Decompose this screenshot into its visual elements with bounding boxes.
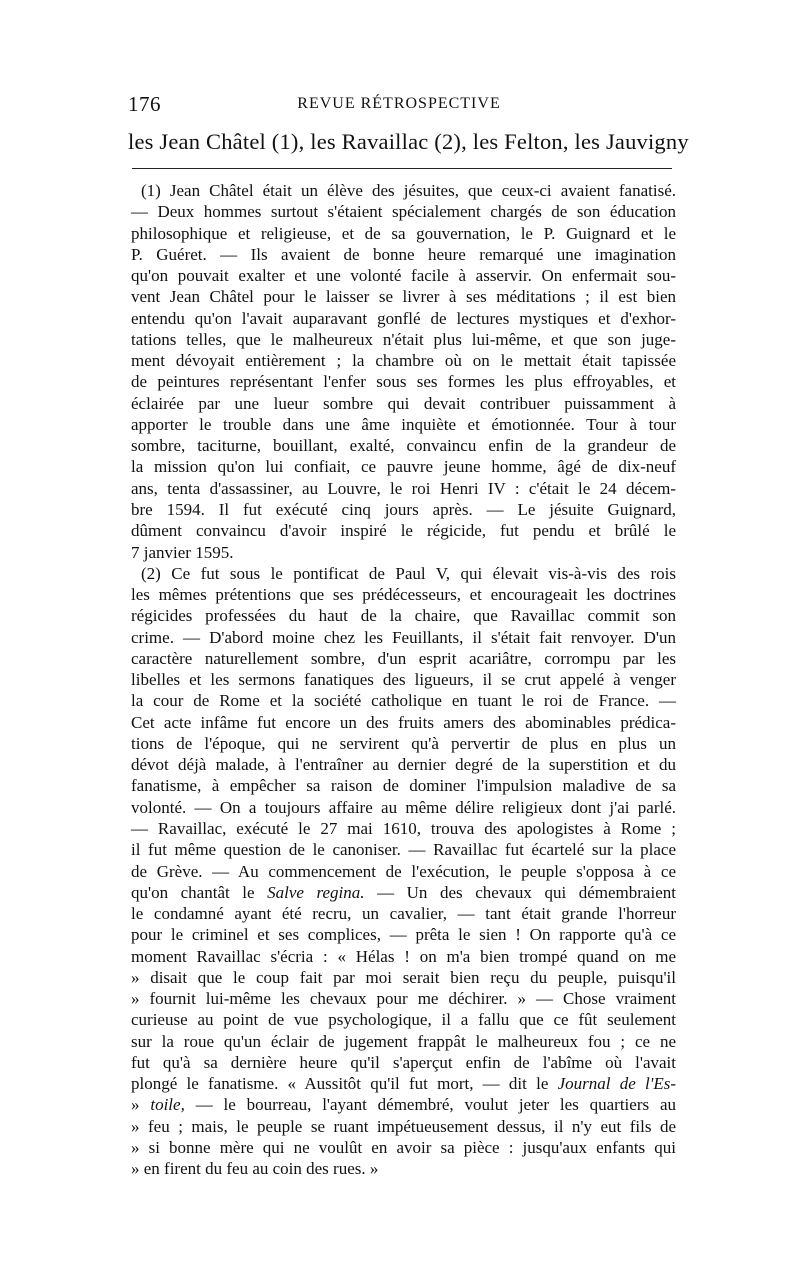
footnote-1-line: ment dévoyait entièrement ; la chambre où on le mettait était tapissée	[131, 351, 676, 371]
footnote-1-line: philosophique et religieuse, et de sa gouvernation, le P. Guignard et le	[131, 223, 676, 243]
body-text-line: les Jean Châtel (1), les Ravaillac (2), les Felton, les Jauvigny	[128, 129, 689, 154]
footnote-2-line: caractère naturellement sombre, d'un esprit acariâtre, corrompu par les	[131, 648, 676, 668]
footnote-2-line: de Grève. — Au commencement de l'exécution, le peuple s'opposa à ce	[131, 861, 676, 881]
footnote-2-line: il fut même question de le canoniser. — Ravaillac fut écartelé sur la place	[131, 840, 676, 860]
footnote-2-line: » en firent du feu au coin des rues. »	[131, 1159, 379, 1179]
italic-title: Journal de l'Es-	[557, 1074, 677, 1094]
footnote-1-line: (1) Jean Châtel était un élève des jésuites, que ceux-ci avaient fanatisé.	[141, 181, 676, 200]
footnote-2-line: le condamné ayant été recru, un cavalier, — tant était grande l'horreur	[131, 904, 676, 924]
running-head: REVUE RÉTROSPECTIVE	[297, 95, 501, 112]
footnote-2-line: la cour de Rome et la société catholique en tuant le roi de France. —	[131, 691, 676, 711]
footnote-1-line: bre 1594. Il fut exécuté cinq jours après. — Le jésuite Guignard,	[131, 499, 676, 519]
footnote-2-line: tions de l'époque, qui ne servirent qu'à pervertir de plus en plus un	[131, 733, 676, 753]
footnote-1-line: sombre, taciturne, bouillant, exalté, convaincu enfin de la grandeur de	[131, 436, 676, 456]
italic-title: Salve regina.	[267, 882, 365, 902]
italic-title: toile,	[150, 1095, 185, 1115]
footnote-1-line: P. Guéret. — Ils avaient de bonne heure remarqué une imagination	[131, 244, 676, 264]
footnote-2-line	[131, 1073, 676, 1094]
footnote-text: — Un des chevaux qui démembraient	[364, 882, 676, 902]
page-header	[128, 92, 670, 118]
footnote-2-line: — Ravaillac, exécuté le 27 mai 1610, trouva des apologistes à Rome ;	[131, 818, 676, 838]
footnote-2-line: fanatisme, à empêcher sa raison de dominer l'impulsion maladive de sa	[131, 776, 676, 796]
footnote-1-line: — Deux hommes surtout s'étaient spécialement chargés de son éducation	[131, 202, 676, 222]
footnote-2-line: moment Ravaillac s'écria : « Hélas ! on m'a bien trompé quand on me	[131, 946, 676, 966]
footnote-1-line: dûment convaincu d'avoir inspiré le régicide, fut pendu et brûlé le	[131, 521, 676, 541]
footnote-1-line: apporter le trouble dans une âme inquiète et émotionnée. Tour à tour	[131, 414, 676, 434]
footnote-2-line	[131, 1094, 676, 1115]
page-number: 176	[128, 92, 161, 116]
footnote-text: plongé le fanatisme. « Aussitôt qu'il fut mort, — dit le	[131, 1074, 558, 1094]
footnote-1-line: vent Jean Châtel pour le laisser se livrer à ses méditations ; il est bien	[131, 287, 676, 307]
footnote-1-line: éclairée par une lueur sombre qui devait contribuer puissamment à	[131, 393, 676, 413]
footnote-2-line: régicides professées du haut de la chaire, que Ravaillac commit son	[131, 606, 676, 626]
footnote-1-line: la mission qu'on lui confiait, ce pauvre jeune homme, âgé de dix-neuf	[131, 457, 676, 477]
footnote-2-line: » fournit lui-même les chevaux pour me déchirer. » — Chose vraiment	[131, 989, 676, 1009]
footnote-2-line	[131, 882, 676, 903]
footnote-2-line: sur la roue qu'un éclair de jugement frappât le malheureux fou ; ce ne	[131, 1031, 676, 1051]
footnote-2-line: » feu ; mais, le peuple se ruant impétueusement dessus, il n'y eut fils de	[131, 1116, 676, 1136]
footnote-2-line: (2) Ce fut sous le pontificat de Paul V, qui élevait vis-à-vis des rois	[141, 563, 676, 583]
footnote-2-line: pour le criminel et ses complices, — prêta le sien ! On rapporte qu'à ce	[131, 925, 676, 945]
footnote-text: »	[131, 1095, 151, 1115]
footnote-2-line: Cet acte infâme fut encore un des fruits amers des abominables prédica-	[131, 712, 676, 732]
footnote-2-line: les mêmes prétentions que ses prédécesseurs, et encourageait les doctrines	[131, 585, 676, 605]
footnote-2-line: » disait que le coup fait par moi serait bien reçu du peuple, puisqu'il	[131, 967, 676, 987]
footnote-text: qu'on chantât le	[131, 882, 268, 902]
footnote-2-line: libelles et les sermons fanatiques des ligueurs, il se crut appelé à venger	[131, 670, 676, 690]
footnote-1-line: qu'on pouvait exalter et une volonté facile à asservir. On enfermait sou-	[131, 266, 676, 286]
footnote-2-line: volonté. — On a toujours affaire au même délire religieux dont j'ai parlé.	[131, 797, 676, 817]
footnote-1-line: tations telles, que le malheureux n'était plus lui-même, et que son juge-	[131, 329, 676, 349]
footnote-2-line: fut qu'à sa dernière heure qu'il s'aperçut enfin de l'abîme où l'avait	[131, 1052, 676, 1072]
footnote-text: — le bourreau, l'ayant démembré, voulut jeter les quartiers au	[184, 1095, 676, 1115]
footnote-1-line: ans, tenta d'assassiner, au Louvre, le roi Henri IV : c'était le 24 décem-	[131, 478, 676, 498]
footnote-2-line: » si bonne mère qui ne voulût en avoir sa pièce : jusqu'aux enfants qui	[131, 1137, 676, 1157]
footnote-2-line: dévot déjà malade, à l'entraîner au dernier degré de la superstition et du	[131, 755, 676, 775]
footnote-1-line: entendu qu'on l'avait auparavant gonflé de lectures mystiques et d'exhor-	[131, 308, 676, 328]
footnote-1-line: 7 janvier 1595.	[131, 542, 234, 562]
footnote-divider	[132, 168, 672, 169]
footnotes	[131, 180, 676, 1179]
footnote-1-line: de peintures représentant l'enfer sous ses formes les plus effroyables, et	[131, 372, 676, 392]
footnote-2-line: crime. — D'abord moine chez les Feuillants, il s'était fait renvoyer. D'un	[131, 627, 676, 647]
footnote-2-line: curieuse au point de vue psychologique, il a fallu que ce fût seulement	[131, 1010, 676, 1030]
